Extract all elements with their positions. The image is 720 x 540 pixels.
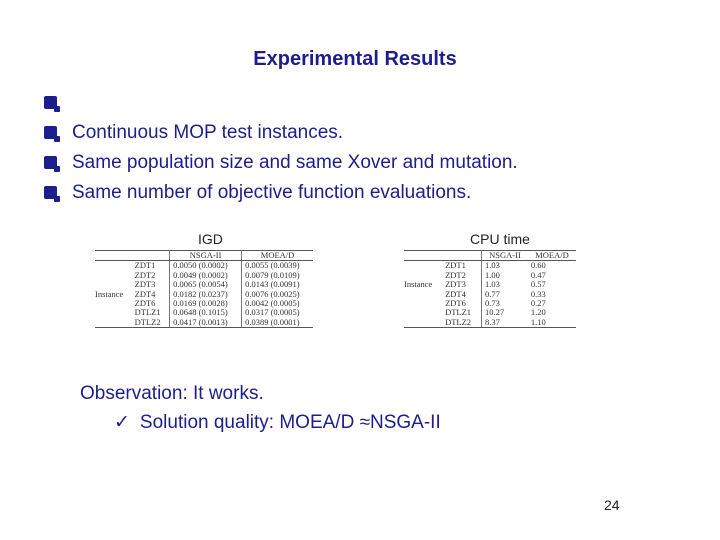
nsga-value: 0.77 <box>485 288 500 299</box>
nsga-value: 0.0417 (0.0013) <box>170 318 242 328</box>
nsga-value: 0.0049 (0.0002) <box>170 271 242 280</box>
nsga-value: 1.03 <box>485 279 500 290</box>
moead-value: 0.27 <box>530 298 546 309</box>
instance-cell: DTLZ1 <box>132 308 170 317</box>
cpu-table-label: CPU time <box>470 231 530 247</box>
instance-cell: DTLZ2 <box>442 318 481 328</box>
instance-cell: DTLZ2 <box>132 318 170 328</box>
row-header-instance: Instance <box>95 288 124 299</box>
bullet-item <box>44 148 518 178</box>
moead-value: 1.20 <box>530 307 546 318</box>
nsga-value: 8.37 <box>482 318 528 328</box>
bullet-square-icon <box>44 156 57 169</box>
moead-value: 0.0055 (0.0039) <box>245 260 300 271</box>
bullet-text: Same population size and same Xover and mutation. <box>72 152 518 173</box>
quality-line <box>114 410 441 436</box>
moead-value: 0.0317 (0.0005) <box>245 307 300 318</box>
bullet-text: Continuous MOP test instances. <box>72 122 344 143</box>
bullet-text: Same number of objective function evaluations. <box>72 182 472 203</box>
igd-table <box>95 250 313 328</box>
moead-value: 0.47 <box>530 269 546 280</box>
nsga-value: 0.0648 (0.1015) <box>170 308 242 317</box>
igd-header-nsga: NSGA-II <box>170 251 242 261</box>
bullet-square-icon <box>44 126 57 139</box>
instance-cell: ZDT3 <box>132 280 170 289</box>
checkmark-icon: ✓ <box>114 412 130 433</box>
instance-cell: ZDT3 <box>442 280 481 289</box>
bullet-square-icon <box>44 186 57 199</box>
bullet-item <box>44 118 518 148</box>
moead-value: 0.0042 (0.0005) <box>245 298 300 309</box>
moead-value: 0.0079 (0.0109) <box>245 269 300 280</box>
igd-header-moead: MOEA/D <box>242 251 313 261</box>
table-row <box>95 318 313 328</box>
cpu-table <box>404 250 576 328</box>
quality-text: Solution quality: MOEA/D ≈NSGA-II <box>139 412 441 433</box>
nsga-value: 10.27 <box>485 307 505 318</box>
nsga-value: 0.0050 (0.0002) <box>170 261 242 271</box>
slide-title: Experimental Results <box>253 48 457 70</box>
bullet-list <box>44 88 518 208</box>
instance-cell: ZDT2 <box>442 271 481 280</box>
nsga-value: 0.0169 (0.0028) <box>170 299 242 308</box>
nsga-value: 1.03 <box>485 260 500 271</box>
moead-value: 0.60 <box>530 260 546 271</box>
observation-text: Observation: It works. <box>80 383 264 404</box>
bullet-square-icon <box>44 96 57 109</box>
page-number: 24 <box>604 497 620 513</box>
igd-table-label: IGD <box>198 231 223 247</box>
instance-cell: ZDT6 <box>132 299 170 308</box>
igd-header-empty <box>95 251 170 261</box>
cpu-header-moead: MOEA/D <box>528 251 576 261</box>
instance-cell: ZDT4 <box>442 290 481 299</box>
moead-value: 0.57 <box>530 279 546 290</box>
instance-cell: ZDT1 <box>442 261 481 271</box>
moead-value: 1.10 <box>528 318 576 328</box>
cpu-header-nsga: NSGA-II <box>482 251 528 261</box>
bullet-item <box>44 178 518 208</box>
table-row <box>404 318 576 328</box>
moead-value: 0.0389 (0.0001) <box>242 318 313 328</box>
instance-cell: ZDT2 <box>132 271 170 280</box>
instance-cell: ZDT1 <box>132 261 170 271</box>
nsga-value: 0.0182 (0.0237) <box>170 290 242 299</box>
instance-cell: ZDT4 <box>132 290 170 299</box>
nsga-value: 1.00 <box>485 269 500 280</box>
instance-cell: DTLZ1 <box>442 308 481 317</box>
nsga-value: 0.73 <box>485 298 500 309</box>
instance-cell: ZDT6 <box>442 299 481 308</box>
bullet-item <box>44 88 518 118</box>
moead-value: 0.0143 (0.0091) <box>245 279 300 290</box>
cpu-header-empty <box>404 251 482 261</box>
row-header-instance: Instance <box>404 279 433 290</box>
moead-value: 0.0076 (0.0025) <box>245 288 300 299</box>
nsga-value: 0.0065 (0.0054) <box>170 280 242 289</box>
moead-value: 0.33 <box>530 288 546 299</box>
